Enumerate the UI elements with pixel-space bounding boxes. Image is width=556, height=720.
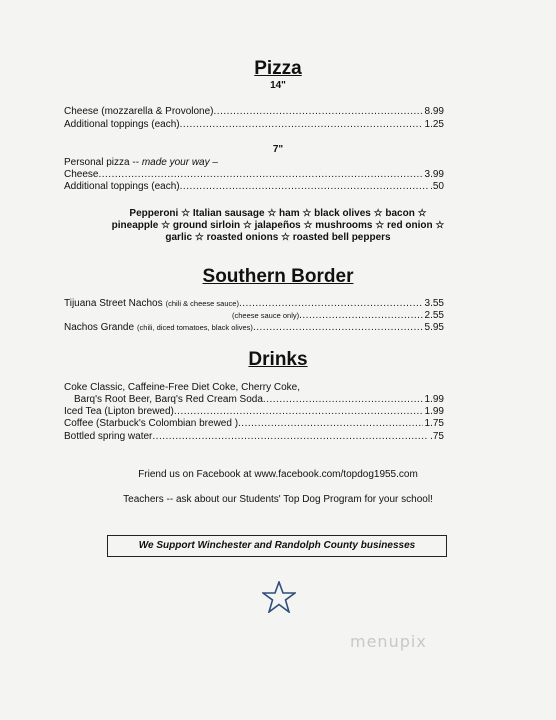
leader-dots xyxy=(253,322,423,334)
support-box: We Support Winchester and Randolph County businesses xyxy=(107,535,447,557)
item-name: Barq's Root Beer, Barq's Red Cream Soda xyxy=(74,394,263,405)
item-name: Nachos Grande xyxy=(64,322,135,333)
item-price: 8.99 xyxy=(424,106,444,117)
item-price: 3.55 xyxy=(424,298,444,309)
item-name: Iced Tea (Lipton brewed) xyxy=(64,406,174,417)
leader-dots xyxy=(214,106,423,118)
item-note: (chili & cheese sauce) xyxy=(165,299,239,308)
star-icon xyxy=(262,581,296,613)
leader-dots xyxy=(98,169,422,181)
personal-italic: made your way – xyxy=(141,157,218,168)
item-price: 1.75 xyxy=(424,418,444,429)
leader-dots xyxy=(152,431,428,443)
toppings-line: Pepperoni ☆ Italian sausage ☆ ham ☆ black olives ☆ bacon ☆ xyxy=(129,208,427,219)
item-name: Tijuana Street Nachos xyxy=(64,298,163,309)
menu-item xyxy=(64,394,444,406)
personal-pizza-line xyxy=(64,157,444,169)
item-name: Cheese xyxy=(64,169,99,180)
menu-item xyxy=(64,119,444,131)
item-price: .75 xyxy=(430,431,444,442)
drinks-line xyxy=(64,382,444,394)
facebook-text: Friend us on Facebook at www.facebook.com/topdog1955.com xyxy=(138,469,418,480)
menu-item xyxy=(64,106,444,118)
menu-item xyxy=(64,298,444,310)
menu-item xyxy=(64,418,444,430)
item-price: 1.99 xyxy=(424,406,444,417)
item-price: 5.95 xyxy=(424,322,444,333)
item-price: .50 xyxy=(430,181,444,192)
item-name: Coke Classic, Caffeine-Free Diet Coke, Cherry Coke, xyxy=(64,382,301,393)
item-note: (cheese sauce only) xyxy=(232,311,300,320)
teachers-text: Teachers -- ask about our Students' Top Dog Program for your school! xyxy=(123,494,433,505)
menu-item xyxy=(64,310,444,322)
toppings-line: garlic ☆ roasted onions ☆ roasted bell peppers xyxy=(165,232,391,243)
leader-dots xyxy=(174,406,423,418)
item-name: Additional toppings (each) xyxy=(64,181,180,192)
leader-dots xyxy=(180,119,423,131)
leader-dots xyxy=(239,298,423,310)
menupix-watermark: menupix xyxy=(350,632,427,651)
item-name: Bottled spring water xyxy=(64,431,153,442)
item-name: Cheese (mozzarella & Provolone) xyxy=(64,106,214,117)
item-name: Additional toppings (each) xyxy=(64,119,180,130)
southern-border-heading: Southern Border xyxy=(202,266,354,287)
pizza-heading: Pizza xyxy=(254,58,302,79)
menu-item xyxy=(64,431,444,443)
pizza-size-7: 7" xyxy=(272,144,284,155)
item-price: 2.55 xyxy=(424,310,444,321)
item-note: (chili, diced tomatoes, black olives) xyxy=(137,323,253,332)
toppings-line: pineapple ☆ ground sirloin ☆ jalapeños ☆ mushrooms ☆ red onion ☆ xyxy=(111,220,445,231)
item-price: 1.25 xyxy=(424,119,444,130)
leader-dots xyxy=(238,418,423,430)
item-price: 1.99 xyxy=(424,394,444,405)
pizza-size-14: 14" xyxy=(270,80,286,91)
item-name: Coffee (Starbuck's Colombian brewed ) xyxy=(64,418,239,429)
menu-item xyxy=(64,169,444,181)
leader-dots xyxy=(180,181,428,193)
menu-item xyxy=(64,181,444,193)
item-price: 3.99 xyxy=(424,169,444,180)
menu-item xyxy=(64,322,444,334)
menu-item xyxy=(64,406,444,418)
drinks-heading: Drinks xyxy=(248,349,308,370)
leader-dots xyxy=(299,310,422,322)
leader-dots xyxy=(263,394,423,406)
personal-label: Personal pizza -- xyxy=(64,157,142,168)
